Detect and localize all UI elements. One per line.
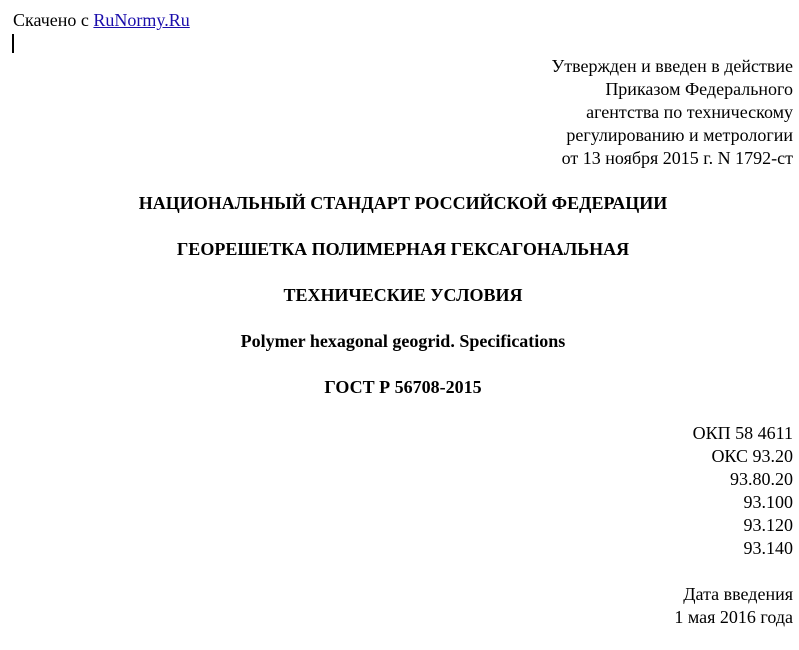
classification-code: 93.100 (743, 492, 793, 512)
english-title: Polymer hexagonal geogrid. Specifications (240, 331, 566, 351)
approval-block (551, 55, 793, 170)
classification-code: ОКП 58 4611 (692, 423, 793, 443)
runormy-link[interactable]: RuNormy.Ru (93, 10, 190, 30)
approval-line: Приказом Федерального (605, 79, 793, 99)
standard-type-heading: НАЦИОНАЛЬНЫЙ СТАНДАРТ РОССИЙСКОЙ ФЕДЕРАЦИИ (138, 193, 668, 213)
introduction-label: Дата введения (683, 584, 793, 604)
approval-line: от 13 ноября 2015 г. N 1792-ст (561, 148, 793, 168)
classification-code: 93.120 (743, 515, 793, 535)
classification-code: 93.80.20 (730, 469, 793, 489)
classification-code: 93.140 (743, 538, 793, 558)
source-line (13, 9, 190, 32)
classification-code: ОКС 93.20 (711, 446, 793, 466)
approval-line: Утвержден и введен в действие (551, 56, 793, 76)
classification-codes (693, 422, 793, 560)
introduction-date: 1 мая 2016 года (674, 607, 793, 627)
standard-designation: ГОСТ Р 56708-2015 (324, 377, 482, 397)
document-subtitle: ТЕХНИЧЕСКИЕ УСЛОВИЯ (283, 285, 523, 305)
approval-line: агентства по техническому (586, 102, 793, 122)
source-prefix: Скачено с (13, 10, 89, 30)
text-cursor (12, 34, 14, 53)
approval-line: регулированию и метрологии (566, 125, 793, 145)
introduction-date-block (674, 583, 793, 629)
document-title: ГЕОРЕШЕТКА ПОЛИМЕРНАЯ ГЕКСАГОНАЛЬНАЯ (176, 239, 630, 259)
